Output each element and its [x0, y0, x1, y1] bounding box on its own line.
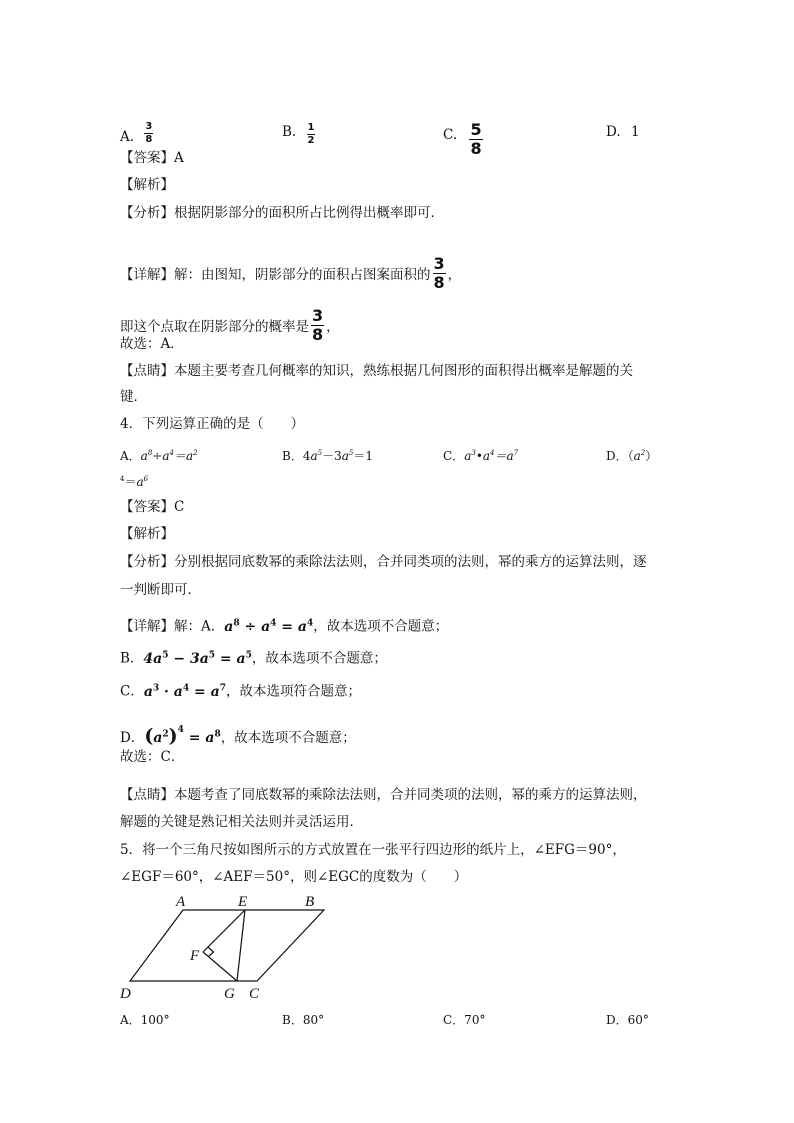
- text: B．4: [282, 449, 311, 463]
- math-var: $a^2$: [633, 449, 646, 463]
- q5-option-a[interactable]: A．100°: [120, 1013, 170, 1027]
- denominator: 8: [433, 273, 445, 292]
- text: ，故本选项不合题意；: [251, 650, 387, 667]
- q4-answer: 【答案】C: [120, 499, 185, 515]
- text: A．: [120, 449, 141, 463]
- text: C．: [120, 683, 144, 700]
- q4-option-b[interactable]: [282, 443, 373, 466]
- fraction: [144, 122, 153, 145]
- text: D．: [120, 730, 145, 746]
- q3-detail: [120, 256, 461, 291]
- option-value: 1: [630, 124, 640, 140]
- label-b: B: [305, 894, 315, 910]
- label-e: E: [238, 894, 248, 910]
- numerator: 1: [307, 122, 315, 133]
- math-expression: $4a^5 - 3a^5 = a^5$: [143, 650, 252, 667]
- math-var: $a^5$: [310, 449, 323, 463]
- q4-analysis-head: 【解析】: [120, 526, 174, 542]
- q4-comment-2: 解题的关键是熟记相关法则并灵活运用．: [120, 814, 363, 830]
- text: B．: [120, 650, 144, 667]
- q5-stem-2: ∠EGF＝60°，∠AEF＝50°，则∠EGC的度数为（ ）: [120, 869, 468, 885]
- math-expression: $a^8 \div a^4 = a^4$: [224, 618, 314, 635]
- q3-option-c[interactable]: [443, 122, 483, 157]
- q4-choose: 故选：C．: [120, 749, 185, 765]
- math-expression: $(a^2)^4 = a^8$: [144, 725, 221, 747]
- exponent: 4: [120, 475, 125, 483]
- text: 【详解】解：A．: [120, 618, 225, 635]
- fraction: [433, 256, 446, 291]
- numerator: 3: [433, 254, 445, 273]
- option-label: B.: [282, 124, 297, 140]
- option-label: C.: [443, 127, 458, 143]
- q5-option-c[interactable]: C．70°: [443, 1013, 486, 1027]
- math-var: $a^5$: [341, 449, 354, 463]
- text: ＝: [124, 475, 137, 489]
- fraction: [469, 122, 482, 157]
- parallelogram-abcd: [130, 910, 324, 981]
- q5-option-b[interactable]: B．80°: [282, 1013, 325, 1027]
- parallelogram-figure: [110, 888, 330, 1008]
- q3-option-d[interactable]: [606, 122, 640, 142]
- q3-option-a[interactable]: [120, 122, 153, 147]
- numerator: 5: [470, 120, 482, 139]
- segment-fg: [203, 952, 237, 981]
- math-expression: $a^3•a^4=a^7$: [464, 449, 519, 463]
- text: C．: [443, 449, 465, 463]
- text: ，故本选项符合题意；: [225, 683, 361, 700]
- q3-option-b[interactable]: [282, 122, 315, 146]
- q4-option-d-cont: [120, 469, 148, 492]
- q4-option-c[interactable]: [443, 443, 518, 466]
- right-angle-mark: [208, 947, 214, 957]
- q3-fenxi: 【分析】根据阴影部分的面积所占比例得出概率即可．: [120, 205, 444, 221]
- math-var: $a^6$: [136, 475, 149, 489]
- label-g: G: [224, 986, 235, 1002]
- q3-answer: 【答案】A: [120, 150, 184, 166]
- text: ，: [447, 267, 462, 283]
- q5-stem-1: 5．将一个三角尺按如图所示的方式放置在一张平行四边形的纸片上，∠EFG＝90°，: [120, 842, 626, 858]
- text: －3: [322, 449, 342, 463]
- q4-detail-b: [120, 645, 387, 669]
- q3-comment-1: 【点睛】本题主要考查几何概率的知识，熟练根据几何图形的面积得出概率是解题的关: [120, 363, 633, 379]
- denominator: 8: [145, 134, 153, 145]
- segment-ef: [203, 910, 245, 952]
- text: ）: [645, 449, 658, 463]
- q4-stem: 4．下列运算正确的是（ ）: [120, 416, 305, 432]
- text: ＝1: [353, 449, 373, 463]
- math-expression: $a^3 \cdot a^4 = a^7$: [143, 683, 226, 700]
- text: ，故本选项不合题意；: [313, 618, 449, 635]
- segment-eg: [237, 910, 245, 981]
- text: ，: [326, 319, 340, 335]
- denominator: 8: [312, 325, 324, 344]
- text: 【详解】解：由图知，阴影部分的面积占图案面积的: [120, 267, 431, 283]
- text: 即这个点取在阴影部分的概率是: [120, 319, 309, 335]
- denominator: 2: [307, 135, 315, 146]
- label-d: D: [120, 986, 131, 1002]
- text: ，故本选项不合题意；: [220, 730, 356, 746]
- math-expression: $a^8\div a^4=a^2$: [140, 449, 198, 463]
- fraction: [311, 308, 324, 343]
- label-f: F: [190, 948, 200, 964]
- text: D．（: [606, 449, 634, 463]
- numerator: 3: [312, 306, 324, 325]
- q5-option-d[interactable]: D．60°: [606, 1013, 649, 1027]
- q3-choose: 故选：A．: [120, 336, 184, 352]
- option-label: D.: [606, 124, 621, 140]
- q4-detail-d: [120, 720, 356, 748]
- q4-detail-a: [120, 613, 448, 637]
- q4-option-d[interactable]: [606, 443, 657, 466]
- q3-comment-2: 键．: [120, 389, 147, 405]
- numerator: 3: [145, 121, 153, 132]
- q4-option-a[interactable]: [120, 443, 198, 466]
- q4-detail-c: [120, 678, 361, 702]
- option-label: A.: [120, 129, 135, 145]
- label-c: C: [249, 986, 260, 1002]
- q4-fenxi-1: 【分析】分别根据同底数幂的乘除法法则，合并同类项的法则，幂的乘方的运算法则，逐: [120, 554, 647, 570]
- q3-analysis-head: 【解析】: [120, 177, 174, 193]
- label-a: A: [176, 894, 186, 910]
- q4-fenxi-2: 一判断即可．: [120, 582, 201, 598]
- denominator: 8: [470, 139, 482, 158]
- fraction: [307, 123, 316, 146]
- q4-comment-1: 【点睛】本题考查了同底数幂的乘除法法则，合并同类项的法则，幂的乘方的运算法则，: [120, 787, 647, 803]
